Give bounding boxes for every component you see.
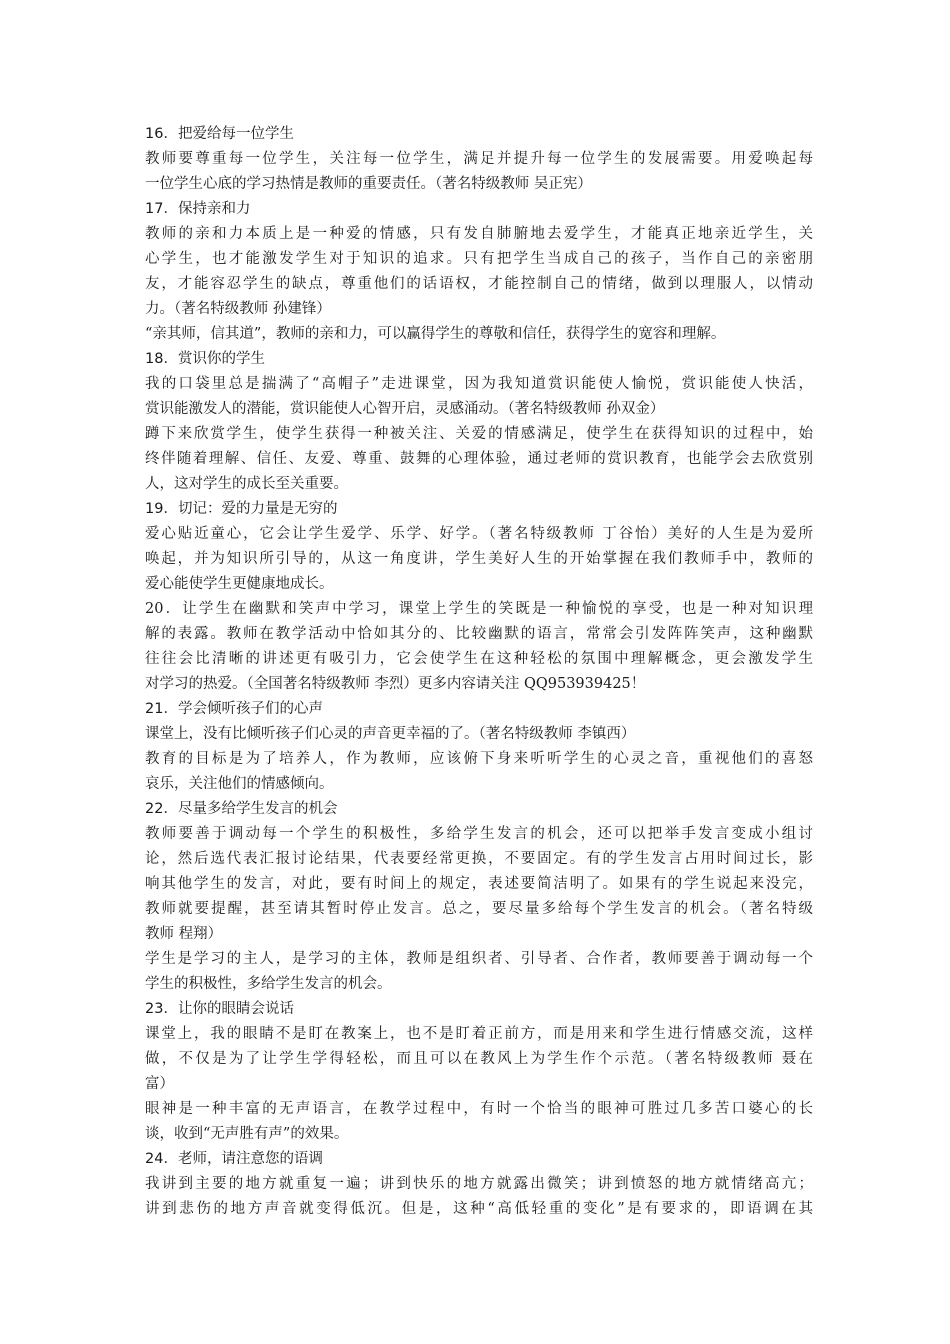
text-line: 往往会比清晰的讲述更有吸引力，它会使学生在这种轻松的氛围中理解概念，更会激发学生 (145, 651, 813, 667)
text-line: 赏识能激发人的潜能，赏识能使人心智开启，灵感涌动。（著名特级教师 孙双金） (145, 401, 665, 417)
text-line: 响其他学生的发言，对此，要有时间上的规定，表述要简洁明了。如果有的学生说起来没完， (145, 876, 813, 892)
text-line: 教师要尊重每一位学生，关注每一位学生，满足并提升每一位学生的发展需要。用爱唤起每 (145, 151, 813, 167)
text-line: 课堂上，没有比倾听孩子们心灵的声音更幸福的了。（著名特级教师 李镇西） (145, 726, 636, 742)
text-line: 课堂上，我的眼睛不是盯在教案上，也不是盯着正前方，而是用来和学生进行情感交流，这样 (145, 1026, 813, 1042)
section-heading: 19．切记：爱的力量是无穷的 (145, 501, 338, 517)
text-line: 蹲下来欣赏学生，使学生获得一种被关注、关爱的情感满足，使学生在获得知识的过程中，始 (145, 426, 813, 442)
text-line: 心学生，也才能激发学生对于知识的追求。只有把学生当成自己的孩子，当作自己的亲密朋 (145, 251, 813, 267)
text-line: 教师就要提醒，甚至请其暂时停止发言。总之，要尽量多给每个学生发言的机会。（著名特级 (145, 901, 813, 917)
text-line: 做，不仅是为了让学生学得轻松，而且可以在教风上为学生作个示范。（著名特级教师 聂在 (145, 1051, 813, 1067)
text-line: 富） (145, 1076, 174, 1092)
section-heading: 22．尽量多给学生发言的机会 (145, 801, 338, 817)
section-heading: 16．把爱给每一位学生 (145, 126, 294, 142)
text-line: 解的表露。教师在教学活动中恰如其分的、比较幽默的语言，常常会引发阵阵笑声，这种幽默 (145, 626, 813, 642)
text-line: 讲到悲伤的地方声音就变得低沉。但是，这种“高低轻重的变化”是有要求的，即语调在其 (145, 1201, 813, 1217)
text-line: 哀乐，关注他们的情感倾向。 (145, 776, 334, 792)
text-line: 力。（著名特级教师 孙建锋） (145, 301, 331, 317)
text-line: 爱心能使学生更健康地成长。 (145, 576, 334, 592)
section-heading: 23．让你的眼睛会说话 (145, 1001, 294, 1017)
text-line: 友，才能容忍学生的缺点，尊重他们的话语权，才能控制自己的情绪，做到以理服人，以情动 (145, 276, 813, 292)
text-line: 人，这对学生的成长至关重要。 (145, 476, 348, 492)
text-line: 一位学生心底的学习热情是教师的重要责任。（著名特级教师 吴正宪） (145, 176, 592, 192)
text-line: 谈，收到“无声胜有声”的效果。 (145, 1126, 349, 1142)
text-line: 唤起，并为知识所引导的，从这一角度讲，学生美好人生的开始掌握在我们教师手中，教师的 (145, 551, 813, 567)
text-line: 20．让学生在幽默和笑声中学习，课堂上学生的笑既是一种愉悦的享受，也是一种对知识理 (145, 601, 813, 617)
text-line: 论，然后选代表汇报讨论结果，代表要经常更换，不要固定。有的学生发言占用时间过长，影 (145, 851, 813, 867)
text-line: 教育的目标是为了培养人，作为教师，应该俯下身来听听学生的心灵之音，重视他们的喜怒 (145, 751, 813, 767)
text-line: “亲其师，信其道”，教师的亲和力，可以赢得学生的尊敬和信任，获得学生的宽容和理解。 (145, 326, 726, 342)
text-line: 对学习的热爱。（全国著名特级教师 李烈）更多内容请关注 QQ953939425！ (145, 676, 646, 692)
text-line: 我的口袋里总是揣满了“高帽子”走进课堂，因为我知道赏识能使人愉悦，赏识能使人快活， (145, 376, 813, 392)
text-line: 教师要善于调动每一个学生的积极性，多给学生发言的机会，还可以把举手发言变成小组讨 (145, 826, 813, 842)
text-line: 学生是学习的主人，是学习的主体，教师是组织者、引导者、合作者，教师要善于调动每一个 (145, 951, 813, 967)
text-line: 眼神是一种丰富的无声语言，在教学过程中，有时一个恰当的眼神可胜过几多苦口婆心的长 (145, 1101, 813, 1117)
section-heading: 21．学会倾听孩子们的心声 (145, 701, 323, 717)
text-line: 终伴随着理解、信任、友爱、尊重、鼓舞的心理体验，通过老师的赏识教育，也能学会去欣赏别 (145, 451, 813, 467)
section-heading: 17．保持亲和力 (145, 201, 251, 217)
document-page (145, 122, 813, 1222)
text-line: 教师 程翔） (145, 926, 223, 942)
text-line: 教师的亲和力本质上是一种爱的情感，只有发自肺腑地去爱学生，才能真正地亲近学生，关 (145, 226, 813, 242)
text-line: 我讲到主要的地方就重复一遍；讲到快乐的地方就露出微笑；讲到愤怒的地方就情绪高亢； (145, 1176, 813, 1192)
section-heading: 24．老师，请注意您的语调 (145, 1151, 323, 1167)
text-line: 爱心贴近童心，它会让学生爱学、乐学、好学。（著名特级教师 丁谷怡）美好的人生是为爱所 (145, 526, 813, 542)
section-heading: 18．赏识你的学生 (145, 351, 265, 367)
text-line: 学生的积极性，多给学生发言的机会。 (145, 976, 392, 992)
